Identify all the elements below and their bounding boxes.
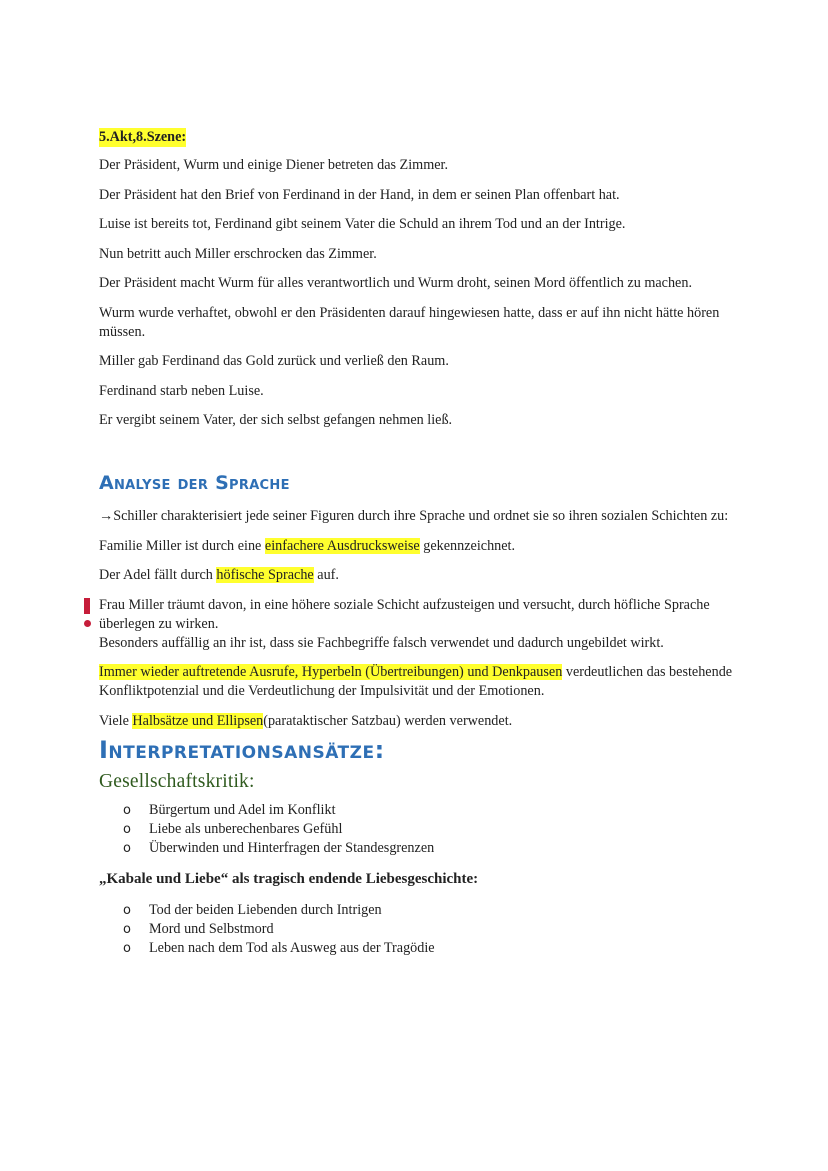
list-item (123, 801, 739, 820)
analyse-paragraph-frau-miller: Frau Miller träumt davon, in eine höhere soziale Schicht aufzusteigen und versucht, durch höfliche Sprache überlegen zu wirken. (99, 596, 710, 632)
list-item (123, 901, 739, 920)
circle-bullet-icon: o (123, 803, 131, 818)
scene-paragraph: Miller gab Ferdinand das Gold zurück und verließ den Raum. (99, 353, 449, 369)
text-run: auf. (313, 567, 339, 583)
section-heading-interpretation: Interpretationsansätze: (99, 736, 385, 764)
text-run: Familie Miller ist durch eine (99, 537, 265, 554)
list-item-text: Leben nach dem Tod als Ausweg aus der Tragödie (149, 940, 435, 956)
text-run: verdeutlichen das bestehende Konfliktpotenzial und die Verdeutlichung der Impulsivität und der Emotionen. (99, 664, 733, 699)
analyse-paragraph-miller (99, 537, 739, 556)
scene-paragraph: Ferdinand starb neben Luise. (99, 382, 264, 399)
text-run: Der Adel fällt durch (99, 567, 217, 583)
subheading-gesellschaftskritik: Gesellschaftskritik: (99, 771, 255, 792)
text-run: gekennzeichnet. (419, 537, 516, 554)
scene-heading: 5.Akt,8.Szene: (99, 129, 187, 145)
highlighted-text: höfische Sprache (216, 567, 314, 583)
section-heading-analyse: Analyse der Sprache (99, 472, 290, 494)
analyse-paragraph-ellipsen (99, 712, 739, 731)
circle-bullet-icon: o (123, 822, 131, 837)
circle-bullet-icon: o (123, 841, 131, 856)
list-item-text: Überwinden und Hinterfragen der Standesgrenzen (149, 840, 435, 856)
text-run: Viele (99, 712, 133, 729)
scene-paragraph: Der Präsident macht Wurm für alles verantwortlich und Wurm droht, seinen Mord öffentlich zu machen. (99, 275, 692, 291)
scene-paragraph: Wurm wurde verhaftet, obwohl er den Präsidenten darauf hingewiesen hatte, dass er auf ihn nicht hätte hören müssen. (99, 304, 720, 340)
document-content (99, 128, 739, 970)
scene-paragraph: Er vergibt seinem Vater, der sich selbst gefangen nehmen ließ. (99, 412, 453, 428)
exclamation-dot-icon (84, 620, 91, 627)
list-liebesgeschichte (99, 901, 739, 958)
list-item-text: Tod der beiden Liebenden durch Intrigen (149, 902, 382, 918)
subheading-liebesgeschichte: „Kabale und Liebe“ als tragisch endende Liebesgeschichte: (99, 871, 479, 887)
highlighted-text: Immer wieder auftretende Ausrufe, Hyperbeln (Übertreibungen) und Denkpausen (99, 664, 563, 680)
analyse-paragraph-ausrufe (99, 663, 739, 701)
exclamation-marker-icon (84, 598, 90, 614)
scene-paragraph: Der Präsident hat den Brief von Ferdinand in der Hand, in dem er seinen Plan offenbart hat. (99, 186, 620, 203)
annotated-paragraph (99, 596, 739, 653)
circle-bullet-icon: o (123, 903, 131, 918)
list-item (123, 820, 739, 839)
list-item-text: Liebe als unberechenbares Gefühl (149, 821, 343, 837)
list-item-text: Bürgertum und Adel im Konflikt (149, 802, 336, 818)
analyse-paragraph-adel (99, 566, 739, 585)
highlighted-text: einfachere Ausdrucksweise (264, 537, 420, 554)
text-run: (parataktischer Satzbau) werden verwendet. (263, 712, 513, 729)
scene-paragraph: Der Präsident, Wurm und einige Diener betreten das Zimmer. (99, 157, 449, 173)
highlighted-text: Halbsätze und Ellipsen (132, 712, 264, 729)
analyse-intro: →Schiller charakterisiert jede seiner Figuren durch ihre Sprache und ordnet sie so ihren sozialen Schichten zu: (99, 508, 729, 524)
circle-bullet-icon: o (123, 922, 131, 937)
circle-bullet-icon: o (123, 941, 131, 956)
list-item (123, 839, 739, 858)
scene-paragraph: Nun betritt auch Miller erschrocken das Zimmer. (99, 245, 377, 262)
scene-paragraph: Luise ist bereits tot, Ferdinand gibt seinem Vater die Schuld an ihrem Tod und an der Intrige. (99, 216, 626, 232)
list-gesellschaftskritik (99, 801, 739, 858)
list-item (123, 939, 739, 958)
list-item-text: Mord und Selbstmord (149, 921, 274, 937)
analyse-paragraph-fachbegriffe: Besonders auffällig an ihr ist, dass sie Fachbegriffe falsch verwendet und dadurch ungebildet wirkt. (99, 634, 664, 651)
list-item (123, 920, 739, 939)
